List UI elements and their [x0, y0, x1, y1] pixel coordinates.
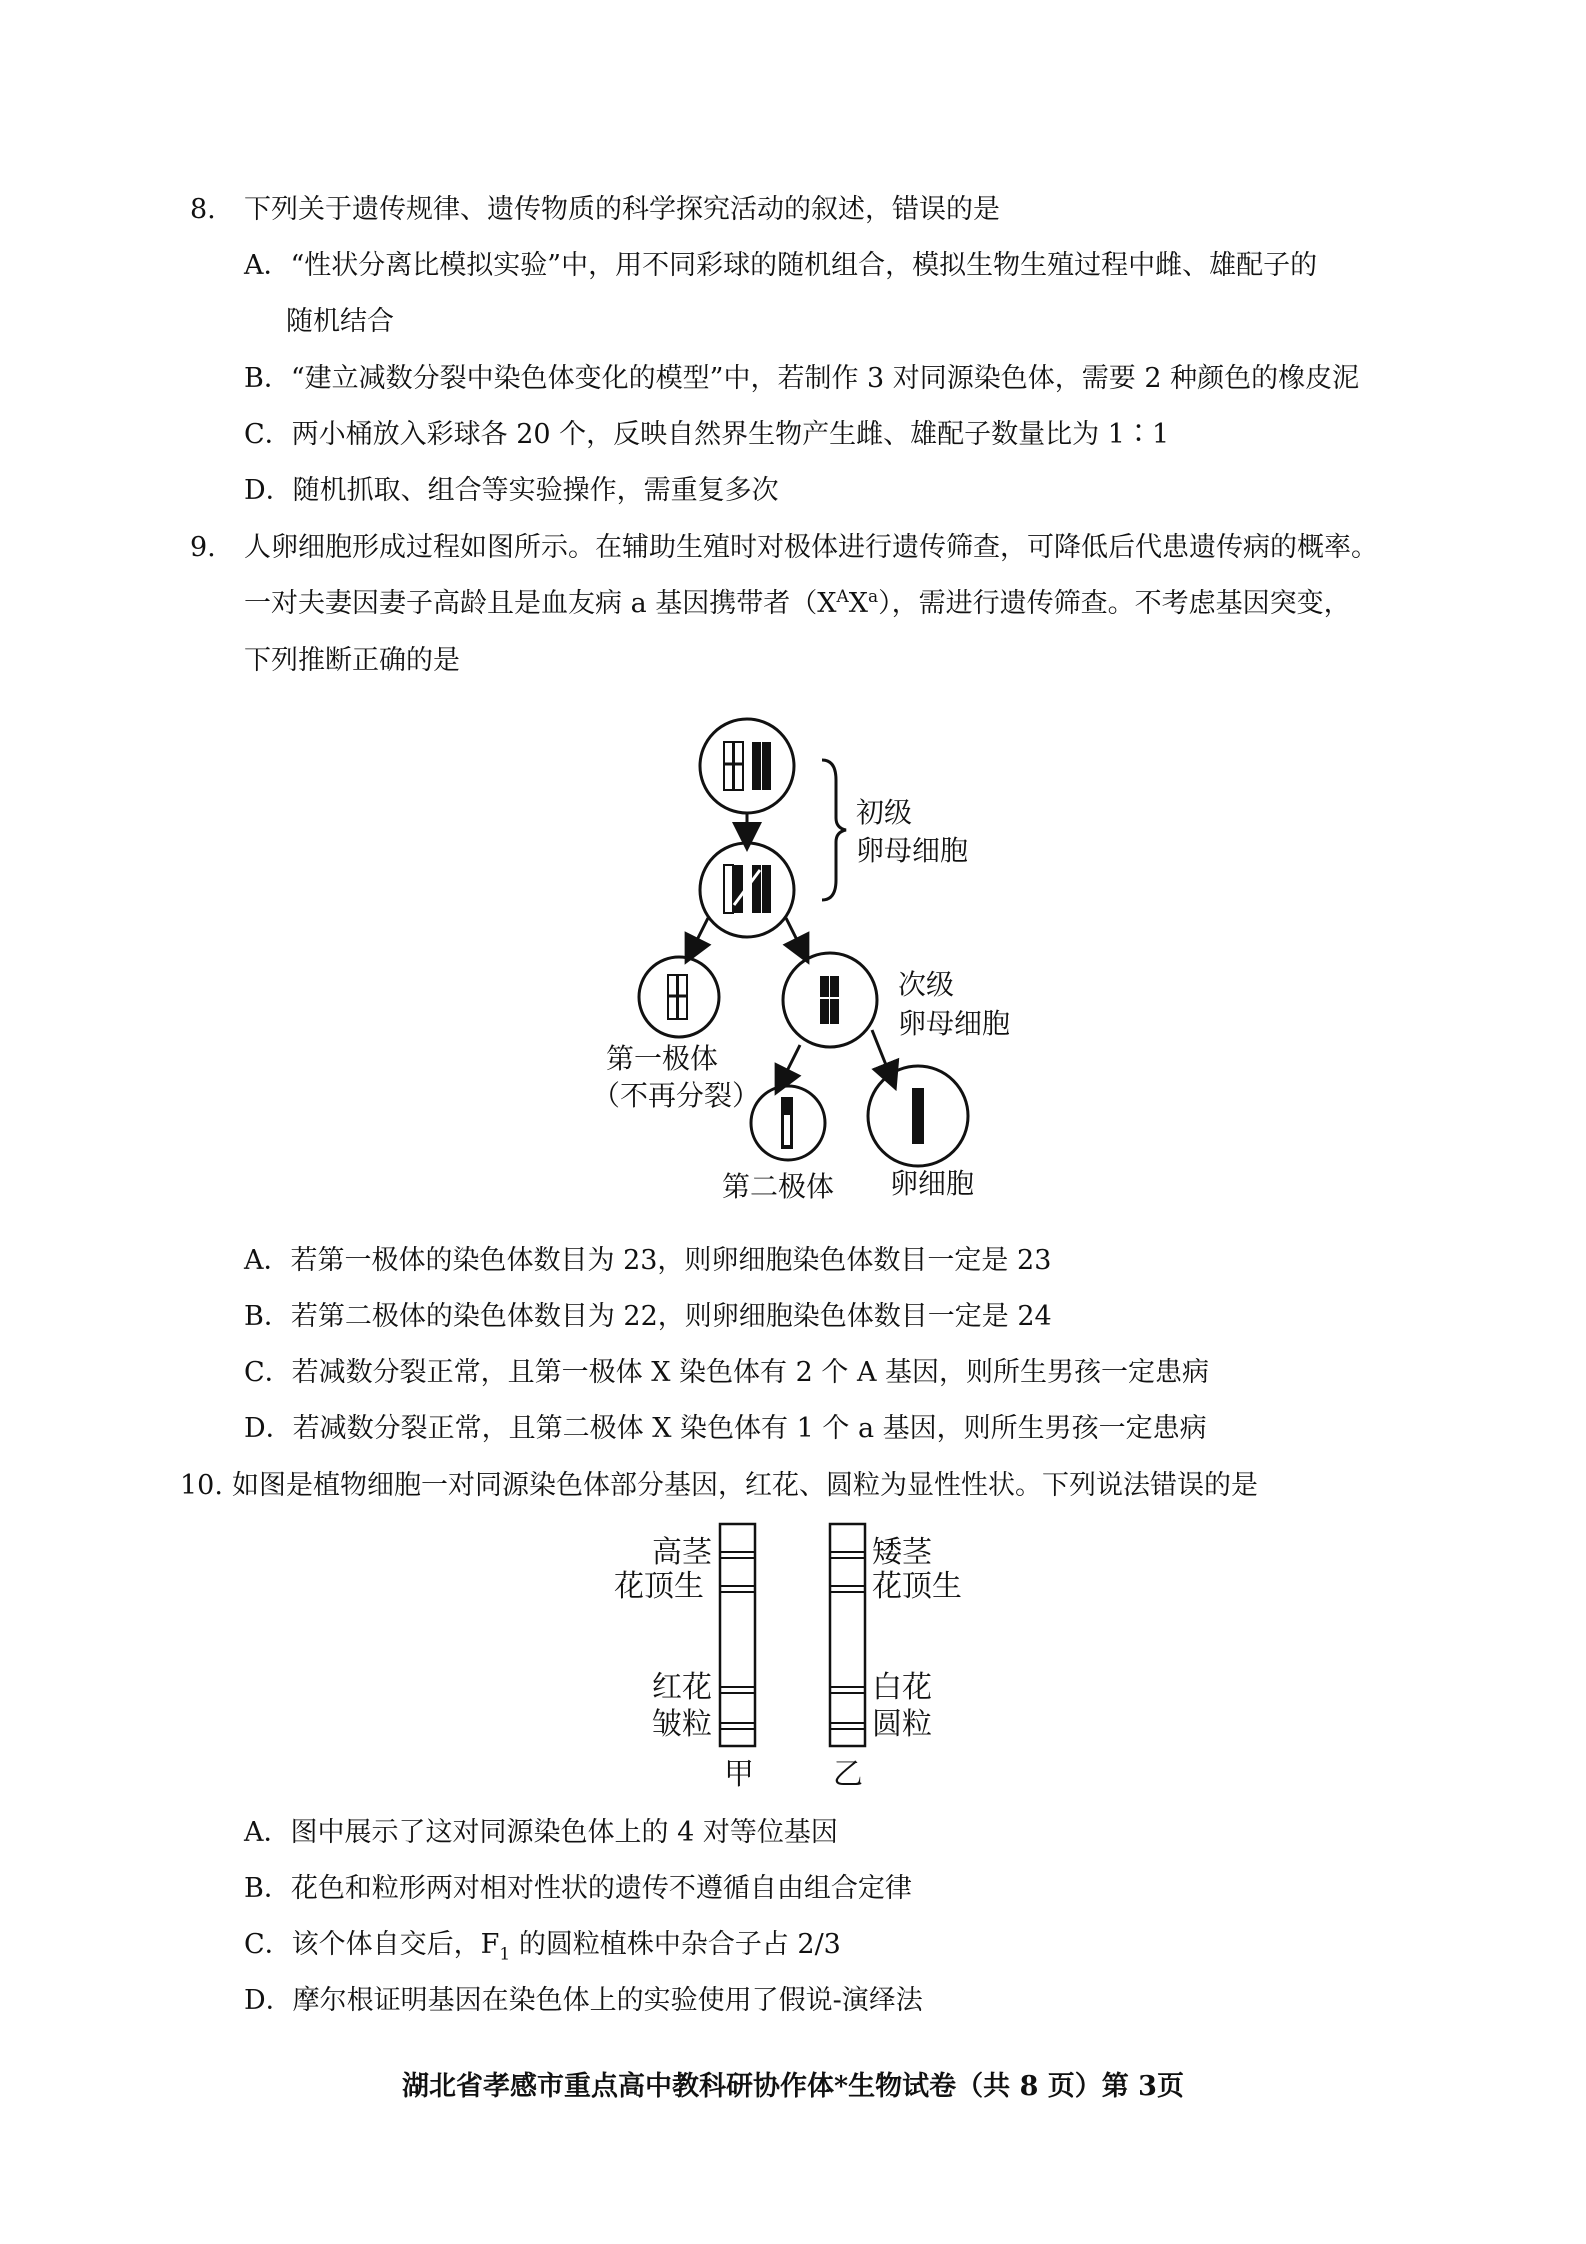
second-polar-label: 第二极体: [722, 1170, 835, 1203]
option-a: A．图中展示了这对同源染色体上的 4 对等位基因: [244, 1817, 838, 1848]
primary-label-1: 初级: [856, 796, 913, 829]
question-stem-line-3: 下列推断正确的是: [244, 645, 460, 676]
secondary-label-1: 次级: [898, 968, 955, 1001]
question-stem: 下列关于遗传规律、遗传物质的科学探究活动的叙述，错误的是: [244, 194, 1000, 225]
question-stem-line-1: 人卵细胞形成过程如图所示。在辅助生殖时对极体进行遗传筛查，可降低后代患遗传病的概率。: [244, 532, 1378, 563]
chromosome-yi: [830, 1524, 865, 1746]
primary-label-2: 卵母细胞: [856, 834, 969, 867]
secondary-oocyte-cell: [783, 953, 877, 1047]
question-stem: 如图是植物细胞一对同源染色体部分基因，红花、圆粒为显性性状。下列说法错误的是: [232, 1470, 1258, 1501]
secondary-label-2: 卵母细胞: [898, 1007, 1011, 1040]
first-polar-label-2: （不再分裂）: [592, 1079, 761, 1112]
first-polar-label-1: 第一极体: [606, 1042, 719, 1075]
question-number: 9.: [190, 532, 216, 563]
question-number: 8.: [190, 194, 216, 225]
page-footer: 湖北省孝感市重点高中教科研协作体*生物试卷（共 8 页）第 3页: [402, 2071, 1184, 2102]
option-c: C．两小桶放入彩球各 20 个，反映自然界生物产生雌、雄配子数量比为 1∶1: [244, 419, 1170, 450]
oogenesis-diagram: [592, 700, 1040, 1220]
question-stem-line-2: 一对夫妻因妻子高龄且是血友病 a 基因携带者$(X^AX^a)$，需进行遗传筛查。不考虑基因突变，: [244, 587, 1351, 619]
option-b: B．“建立减数分裂中染色体变化的模型”中，若制作 3 对同源染色体，需要 2 种颜色的橡皮泥: [244, 363, 1360, 394]
first-polar-body-cell: [639, 957, 719, 1037]
egg-label: 卵细胞: [890, 1167, 975, 1200]
egg-cell: [868, 1066, 968, 1166]
option-d: D．摩尔根证明基因在染色体上的实验使用了假说-演绎法: [244, 1985, 923, 2016]
option-b: B．花色和粒形两对相对性状的遗传不遵循自由组合定律: [244, 1873, 912, 1904]
chromosome-jia: [720, 1524, 755, 1746]
gene-label-round: 圆粒: [872, 1707, 932, 1742]
gene-label-tall: 高茎: [652, 1535, 712, 1570]
option-c: C．若减数分裂正常，且第一极体 X 染色体有 2 个 A 基因，则所生男孩一定患病: [244, 1357, 1210, 1388]
gene-label-top-flower-right: 花顶生: [872, 1569, 962, 1604]
gene-label-top-flower-left: 花顶生: [614, 1569, 704, 1604]
option-c: C．该个体自交后，$F_1$ 的圆粒植株中杂合子占 2/3: [244, 1929, 841, 1965]
gene-label-short: 矮茎: [872, 1535, 932, 1570]
option-d: D．随机抓取、组合等实验操作，需重复多次: [244, 475, 779, 506]
option-d: D．若减数分裂正常，且第二极体 X 染色体有 1 个 a 基因，则所生男孩一定患病: [244, 1413, 1207, 1444]
question-number: 10.: [180, 1470, 223, 1501]
primary-oocyte-cell-1: [700, 719, 794, 813]
primary-oocyte-cell-2: [700, 843, 794, 937]
second-polar-body-cell: [751, 1086, 825, 1160]
homologous-chromosome-diagram: [614, 1518, 1010, 1798]
gene-label-red: 红花: [652, 1670, 712, 1705]
chromosome-label-yi: 乙: [833, 1757, 863, 1792]
option-a: A．“性状分离比模拟实验”中，用不同彩球的随机组合，模拟生物生殖过程中雌、雄配子的: [244, 250, 1318, 281]
option-a-continued: 随机结合: [286, 306, 394, 337]
gene-label-white: 白花: [872, 1670, 932, 1705]
gene-label-wrinkled: 皱粒: [652, 1707, 712, 1742]
chromosome-label-jia: 甲: [724, 1757, 754, 1792]
brace: [822, 760, 846, 900]
option-b: B．若第二极体的染色体数目为 22，则卵细胞染色体数目一定是 24: [244, 1301, 1052, 1332]
option-a: A．若第一极体的染色体数目为 23，则卵细胞染色体数目一定是 23: [244, 1245, 1052, 1276]
